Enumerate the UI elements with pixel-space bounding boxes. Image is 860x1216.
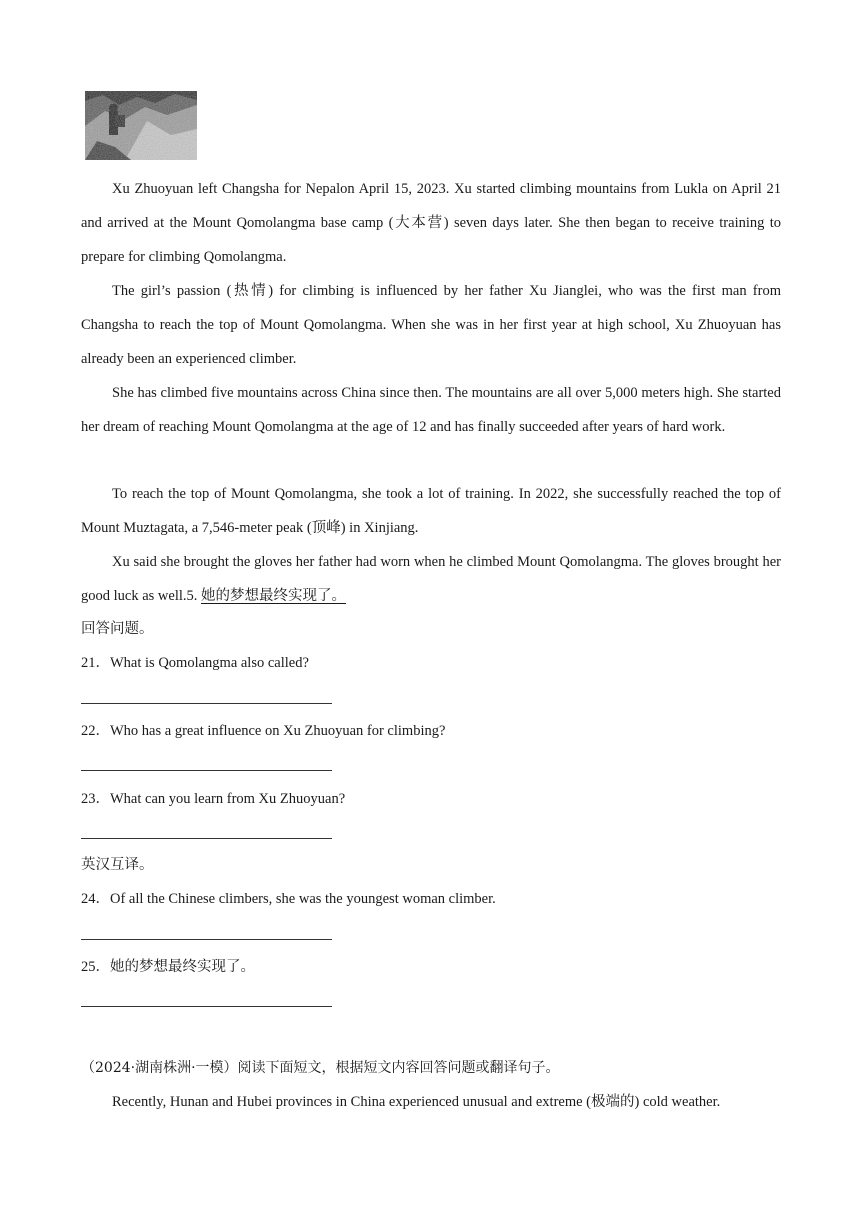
answer-line-23[interactable] xyxy=(81,838,332,839)
paragraph-text: To reach the top of Mount Qomolangma, she took a lot of training. In 2022, she successfully reached the top of Mount Muztagata, a 7,546-meter peak (顶峰) in Xinjiang. xyxy=(81,486,781,536)
photo-graphic xyxy=(85,91,197,160)
question-24 xyxy=(81,889,496,909)
passage-paragraph-4 xyxy=(81,477,781,545)
passage-paragraph-2 xyxy=(81,274,781,376)
answer-line-22[interactable] xyxy=(81,770,332,771)
paragraph-text: The girl’s passion (热情) for climbing is influenced by her father Xu Jianglei, who was the first man from Changsha to reach the top of Mount Qomolangma. When she was in her first year at high school, Xu Zhuoyuan has already been an experienced climber. xyxy=(81,283,781,367)
question-number: 25． xyxy=(81,959,110,975)
paragraph-text: She has climbed five mountains across China since then. The mountains are all over 5,000 meters high. She started her dream of reaching Mount Qomolangma at the age of 12 and has finally succeeded after years of hard work. xyxy=(81,385,781,435)
passage-paragraph-5 xyxy=(81,545,781,613)
question-text: Who has a great influence on Xu Zhuoyuan for climbing? xyxy=(110,723,446,739)
next-passage-first-line xyxy=(81,1085,781,1119)
question-number: 21． xyxy=(81,655,110,671)
question-number: 22． xyxy=(81,723,110,739)
question-text: 她的梦想最终实现了。 xyxy=(110,959,255,975)
question-number: 23． xyxy=(81,791,110,807)
passage-paragraph-1 xyxy=(81,172,781,274)
question-21 xyxy=(81,653,309,673)
answer-line-25[interactable] xyxy=(81,1006,332,1007)
next-passage-intro: （2024·湖南株洲·一模）阅读下面短文，根据短文内容回答问题或翻译句子。 xyxy=(81,1060,560,1076)
mountain-climber-photo xyxy=(85,91,197,160)
paragraph-text: Xu Zhuoyuan left Changsha for Nepalon April 15, 2023. Xu started climbing mountains from Lukla on April 21 and arrived at the Mount Qomolangma base camp (大本营) seven days later. She then began to receive training to prepare for climbing Qomolangma. xyxy=(81,181,781,265)
paragraph-text: Xu said she brought the gloves her father had worn when he climbed Mount Qomolangma. The gloves brought her good luck as well.5. xyxy=(81,554,781,604)
section-heading-translate: 英汉互译。 xyxy=(81,857,154,873)
answer-line-24[interactable] xyxy=(81,939,332,940)
question-25 xyxy=(81,957,255,977)
passage-paragraph-3 xyxy=(81,376,781,444)
paragraph-text: Recently, Hunan and Hubei provinces in China experienced unusual and extreme (极端的) cold weather. xyxy=(112,1094,721,1110)
section-heading-answer-questions: 回答问题。 xyxy=(81,621,154,637)
question-22 xyxy=(81,721,445,741)
question-text: What can you learn from Xu Zhuoyuan? xyxy=(110,791,346,807)
question-number: 24． xyxy=(81,891,110,907)
question-text: What is Qomolangma also called? xyxy=(110,655,309,671)
question-text: Of all the Chinese climbers, she was the youngest woman climber. xyxy=(110,891,496,907)
answer-line-21[interactable] xyxy=(81,703,332,704)
underlined-sentence: 她的梦想最终实现了。 xyxy=(201,588,347,604)
question-23 xyxy=(81,789,345,809)
